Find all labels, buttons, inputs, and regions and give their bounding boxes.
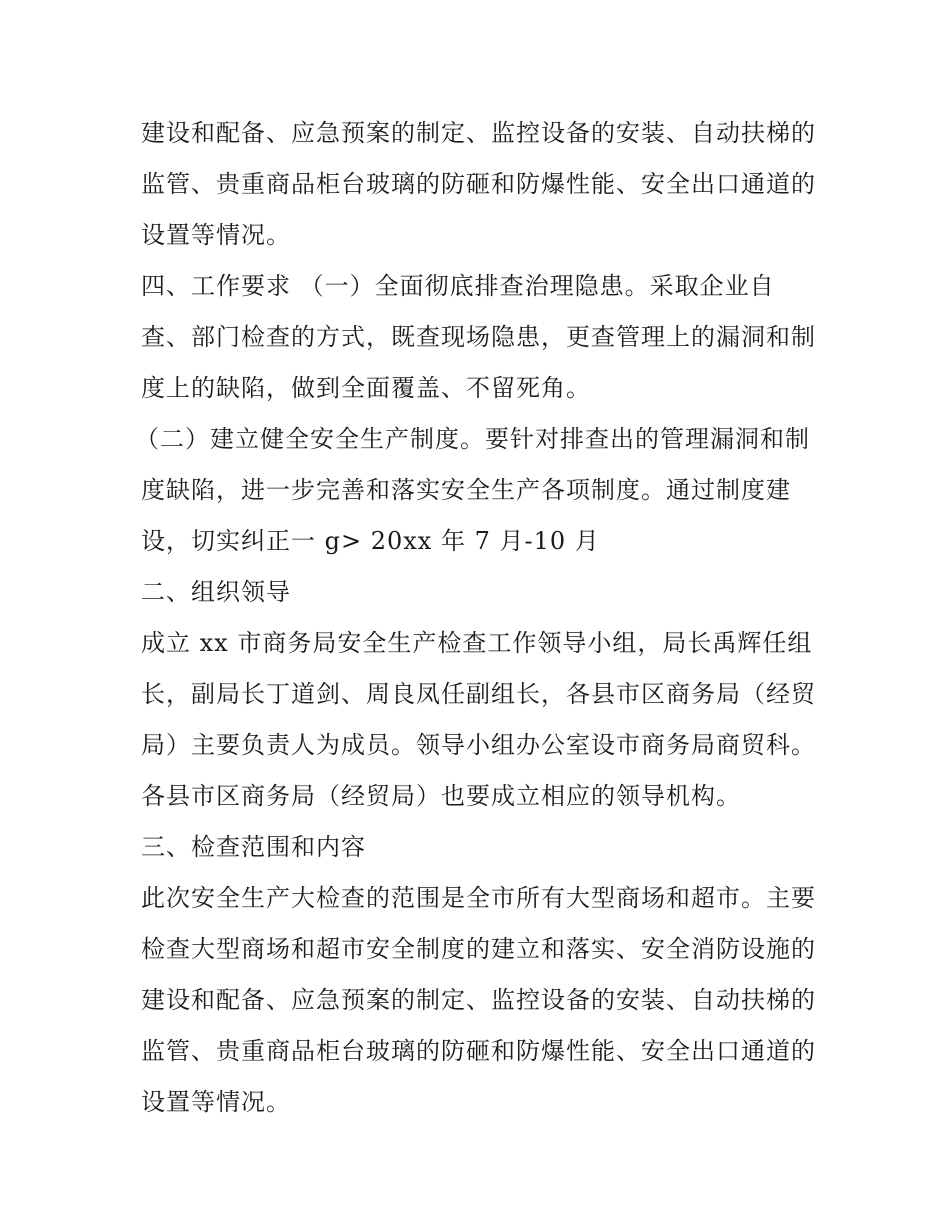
text-line: 成立 xx 市商务局安全生产检查工作领导小组，局长禹辉任组 xyxy=(141,629,813,657)
section-heading: 三、检查范围和内容 xyxy=(141,833,366,861)
text-line: 度缺陷，进一步完善和落实安全生产各项制度。通过制度建 xyxy=(141,476,791,504)
document-body xyxy=(135,108,821,1128)
section-heading-line: 四、工作要求 （一）全面彻底排查治理隐患。采取企业自 xyxy=(141,272,775,300)
text-line: 设置等情况。 xyxy=(141,221,291,249)
text-line: 度上的缺陷，做到全面覆盖、不留死角。 xyxy=(141,374,591,402)
text-line: 局）主要负责人为成员。领导小组办公室设市商务局商贸科。 xyxy=(141,731,816,759)
text-line: 此次安全生产大检查的范围是全市所有大型商场和超市。主要 xyxy=(141,884,816,912)
text-line: 建设和配备、应急预案的制定、监控设备的安装、自动扶梯的 xyxy=(141,986,816,1014)
text-line: 检查大型商场和超市安全制度的建立和落实、安全消防设施的 xyxy=(141,935,816,963)
text-line: 长，副局长丁道剑、周良凤任副组长，各县市区商务局（经贸 xyxy=(141,680,816,708)
text-line: 设，切实纠正一 g> 20xx 年 7 月-10 月 xyxy=(141,527,600,555)
text-line: 各县市区商务局（经贸局）也要成立相应的领导机构。 xyxy=(141,782,741,810)
text-line: 监管、贵重商品柜台玻璃的防砸和防爆性能、安全出口通道的 xyxy=(141,1037,816,1065)
text-line: （二）建立健全安全生产制度。要针对排查出的管理漏洞和制 xyxy=(135,425,810,453)
text-line: 查、部门检查的方式，既查现场隐患，更查管理上的漏洞和制 xyxy=(141,323,816,351)
section-heading: 二、组织领导 xyxy=(141,578,291,606)
text-line: 设置等情况。 xyxy=(141,1088,291,1116)
text-line: 监管、贵重商品柜台玻璃的防砸和防爆性能、安全出口通道的 xyxy=(141,170,816,198)
text-line: 建设和配备、应急预案的制定、监控设备的安装、自动扶梯的 xyxy=(141,119,816,147)
